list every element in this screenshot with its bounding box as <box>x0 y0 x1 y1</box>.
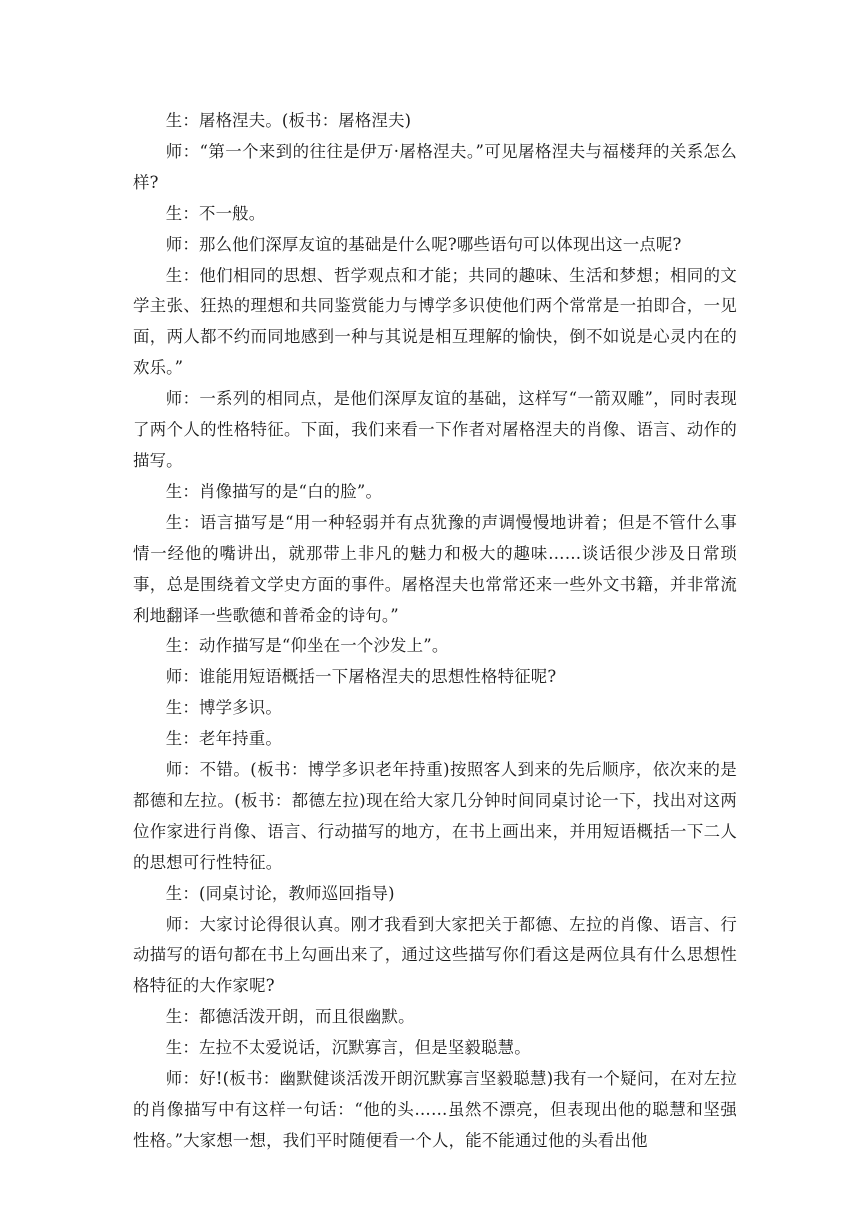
paragraph: 师：“第一个来到的往往是伊万·屠格涅夫。”可见屠格涅夫与福楼拜的关系怎么样? <box>133 141 737 192</box>
paragraph: 师：那么他们深厚友谊的基础是什么呢?哪些语句可以体现出这一点呢? <box>165 234 682 254</box>
paragraph: 师：一系列的相同点，是他们深厚友谊的基础，这样写“一箭双雕”，同时表现了两个人的性格特征。下面，我们来看一下作者对屠格涅夫的肖像、语言、动作的描写。 <box>133 389 737 470</box>
paragraph: 生：他们相同的思想、哲学观点和才能；共同的趣味、生活和梦想；相同的文学主张、狂热的理想和共同鉴赏能力与博学多识使他们两个常常是一拍即合，一见面，两人都不约而同地感到一种与其说是相互理解的愉快，倒不如说是心灵内在的欢乐。” <box>133 265 737 378</box>
document-page <box>133 106 737 1157</box>
paragraph: 生：老年持重。 <box>165 729 282 749</box>
paragraph: 生：博学多识。 <box>165 698 282 718</box>
paragraph: 生：语言描写是“用一种轻弱并有点犹豫的声调慢慢地讲着；但是不管什么事情一经他的嘴讲出，就那带上非凡的魅力和极大的趣味……谈话很少涉及日常琐事，总是围绕着文学史方面的事件。屠格涅夫也常常还来一些外文书籍，并非常流利地翻译一些歌德和普希金的诗句。” <box>133 512 737 625</box>
paragraph: 生：动作描写是“仰坐在一个沙发上”。 <box>165 636 449 656</box>
paragraph: 生：屠格涅夫。(板书：屠格涅夫) <box>165 111 412 130</box>
paragraph: 生：左拉不太爱说话，沉默寡言，但是坚毅聪慧。 <box>165 1038 531 1058</box>
paragraph: 生：(同桌讨论，教师巡回指导) <box>165 883 395 903</box>
paragraph: 师：好!(板书：幽默健谈活泼开朗沉默寡言坚毅聪慧)我有一个疑问，在对左拉的肖像描写中有这样一句话：“他的头……虽然不漂亮，但表现出他的聪慧和坚强性格。”大家想一想，我们平时随便看一个人，能不能通过他的头看出他 <box>133 1069 737 1150</box>
paragraph: 师：不错。(板书：博学多识老年持重)按照客人到来的先后顺序，依次来的是都德和左拉。(板书：都德左拉)现在给大家几分钟时间同桌讨论一下，找出对这两位作家进行肖像、语言、行动描写的地方，在书上画出来，并用短语概括一下二人的思想可行性特征。 <box>133 760 737 872</box>
paragraph: 生：肖像描写的是“白的脸”。 <box>165 481 383 501</box>
paragraph: 师：大家讨论得很认真。刚才我看到大家把关于都德、左拉的肖像、语言、行动描写的语句都在书上勾画出来了，通过这些描写你们看这是两位具有什么思想性格特征的大作家呢? <box>133 914 737 996</box>
paragraph: 生：不一般。 <box>165 203 266 223</box>
paragraph: 生：都德活泼开朗，而且很幽默。 <box>165 1007 415 1027</box>
paragraph: 师：谁能用短语概括一下屠格涅夫的思想性格特征呢? <box>165 667 557 687</box>
